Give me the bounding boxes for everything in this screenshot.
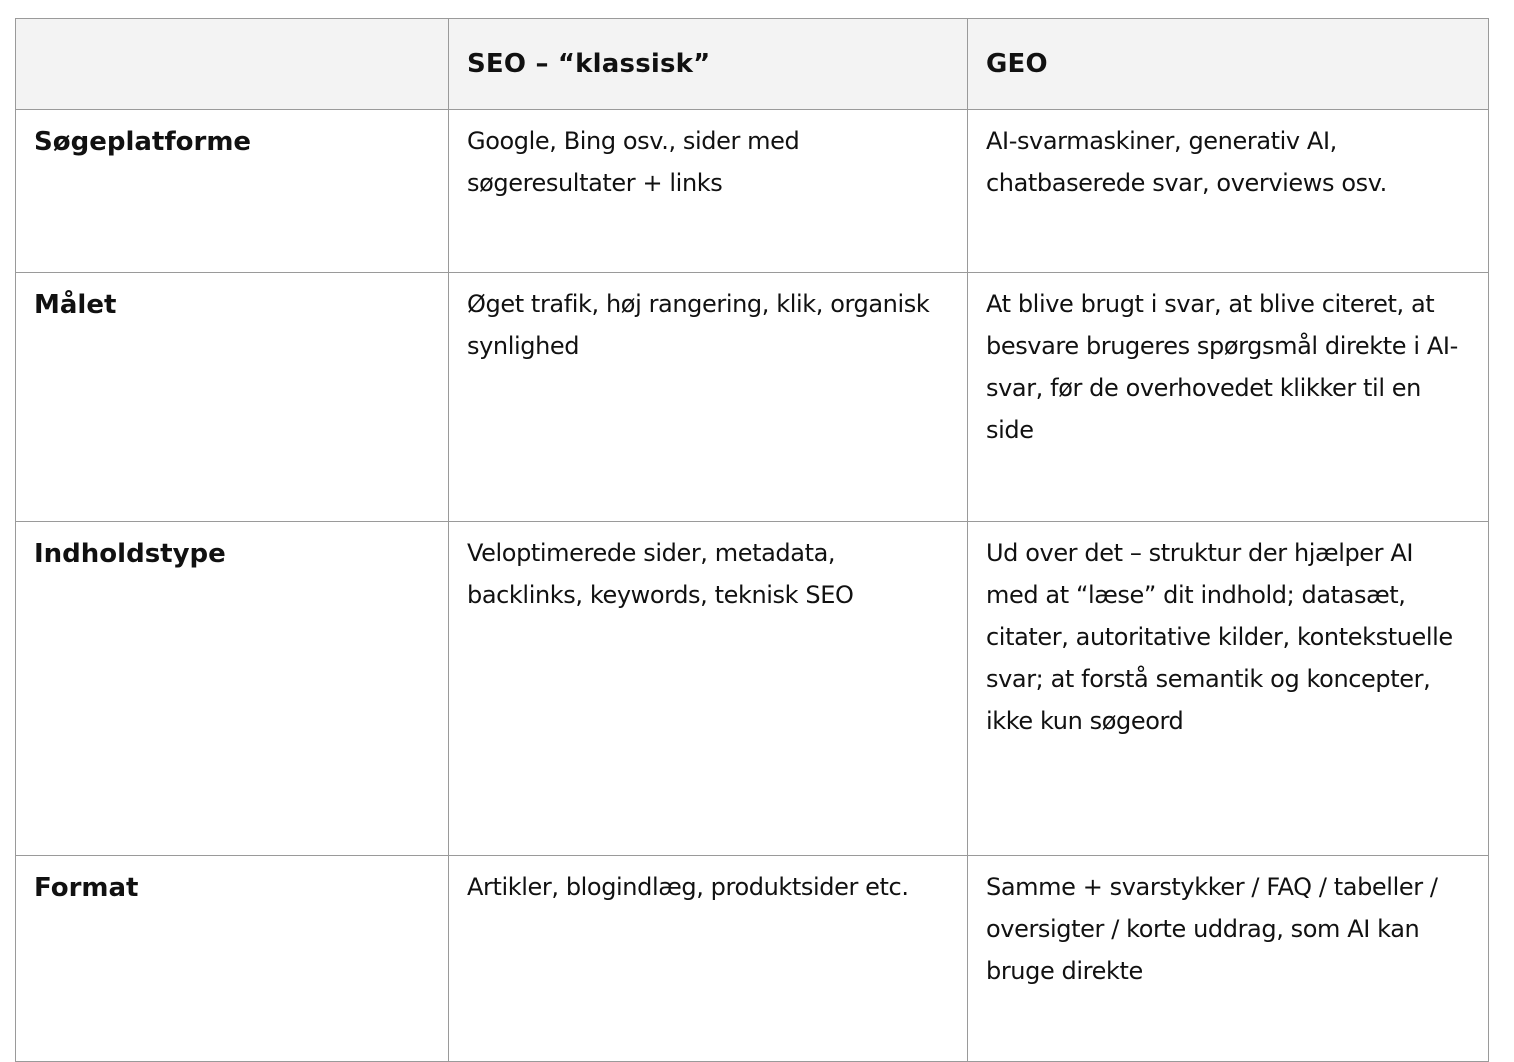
cell-seo-indholdstype: Veloptimerede sider, metadata, backlinks, keywords, teknisk SEO xyxy=(449,522,968,856)
seo-geo-comparison-table xyxy=(15,18,1489,1062)
row-label-soegeplatforme: Søgeplatforme xyxy=(16,110,449,273)
table-body xyxy=(16,110,1489,1062)
header-seo: SEO – “klassisk” xyxy=(449,19,968,110)
row-label-maalet: Målet xyxy=(16,273,449,522)
cell-geo-maalet: At blive brugt i svar, at blive citeret, at besvare brugeres spørgsmål direkte i AI-svar, før de overhovedet klikker til en side xyxy=(968,273,1489,522)
cell-geo-soegeplatforme: AI-svarmaskiner, generativ AI, chatbaserede svar, overviews osv. xyxy=(968,110,1489,273)
cell-seo-format: Artikler, blogindlæg, produktsider etc. xyxy=(449,856,968,1062)
cell-geo-indholdstype: Ud over det – struktur der hjælper AI med at “læse” dit indhold; datasæt, citater, autoritative kilder, kontekstuelle svar; at forstå semantik og koncepter, ikke kun søgeord xyxy=(968,522,1489,856)
table-header xyxy=(16,19,1489,110)
row-label-indholdstype: Indholdstype xyxy=(16,522,449,856)
table-row xyxy=(16,522,1489,856)
cell-seo-maalet: Øget trafik, høj rangering, klik, organisk synlighed xyxy=(449,273,968,522)
cell-seo-soegeplatforme: Google, Bing osv., sider med søgeresultater + links xyxy=(449,110,968,273)
header-geo: GEO xyxy=(968,19,1489,110)
header-row xyxy=(16,19,1489,110)
header-corner-cell xyxy=(16,19,449,110)
row-label-format: Format xyxy=(16,856,449,1062)
table-row xyxy=(16,856,1489,1062)
cell-geo-format: Samme + svarstykker / FAQ / tabeller / oversigter / korte uddrag, som AI kan bruge direkte xyxy=(968,856,1489,1062)
table-row xyxy=(16,273,1489,522)
table-row xyxy=(16,110,1489,273)
